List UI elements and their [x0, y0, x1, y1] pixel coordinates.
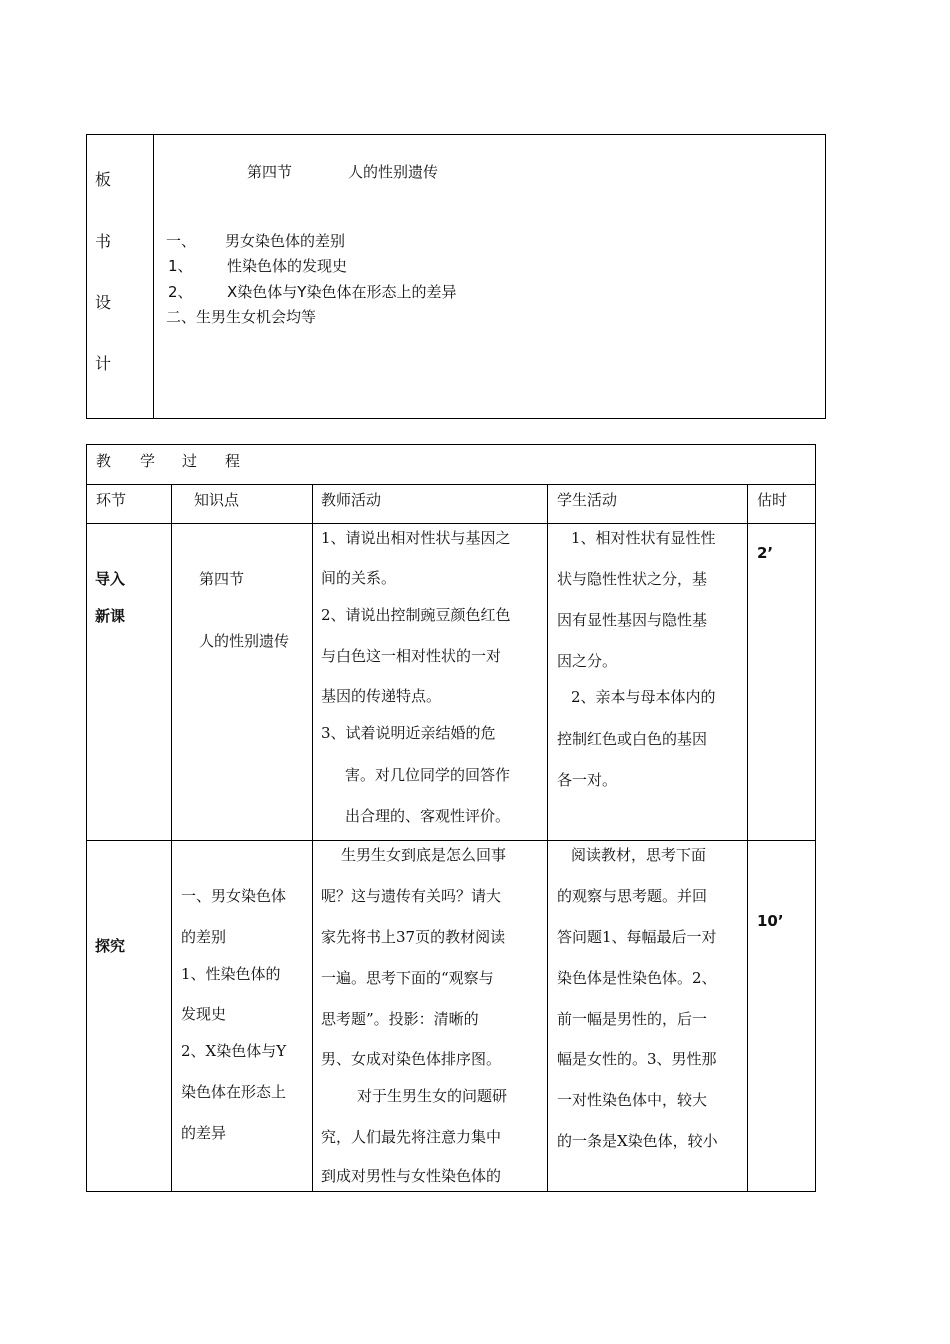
row2-student-line-7: 一对性染色体中，较大 — [557, 1091, 708, 1109]
process-title-char-2: 学 — [140, 452, 156, 470]
row2-knowledge-line-1: 一、男女染色体 — [181, 887, 287, 905]
process-title-char-1: 教 — [96, 452, 112, 470]
row2-knowledge-line-5: 2、X染色体与Y — [181, 1042, 287, 1060]
row2-student-line-4: 染色体是性染色体。2、 — [557, 969, 717, 987]
row1-student-line-7: 各一对。 — [557, 771, 618, 789]
row1-teacher-line-5: 基因的传递特点。 — [321, 687, 442, 705]
outline-num-1: 一、 — [166, 232, 197, 250]
row1-student-line-3: 因有显性基因与隐性基 — [557, 611, 708, 629]
row2-teacher-line-2: 呢？这与遗传有关吗？请大 — [321, 887, 502, 905]
row2-time: 10’ — [757, 912, 784, 930]
row1-student-line-4: 因之分。 — [557, 652, 618, 670]
outline-num-2: 1、 — [168, 257, 193, 275]
header-stage: 环节 — [96, 491, 127, 509]
row2-knowledge-line-2: 的差别 — [181, 928, 227, 946]
row1-teacher-line-2: 间的关系。 — [321, 569, 397, 587]
outline-text-1: 男女染色体的差别 — [225, 232, 346, 250]
board-label-char-2: 书 — [95, 232, 112, 251]
row1-teacher-line-6: 3、试着说明近亲结婚的危 — [321, 724, 496, 742]
process-title-char-4: 程 — [225, 452, 241, 470]
board-label-char-4: 计 — [95, 354, 112, 373]
row1-teacher-line-4: 与白色这一相对性状的一对 — [321, 647, 502, 665]
outline-text-2: 性染色体的发现史 — [227, 257, 348, 275]
row2-student-line-3: 答问题1、每幅最后一对 — [557, 928, 717, 946]
process-title-char-3: 过 — [182, 452, 198, 470]
row2-teacher-line-6: 男、女成对染色体排序图。 — [321, 1050, 502, 1068]
row1-time: 2’ — [757, 544, 774, 562]
board-title-section: 第四节 — [247, 163, 293, 181]
board-label-char-1: 板 — [95, 170, 112, 189]
board-title-text: 人的性别遗传 — [348, 163, 439, 181]
row2-student-line-1: 阅读教材，思考下面 — [571, 846, 707, 864]
outline-text-4: 二、生男生女机会均等 — [166, 308, 317, 326]
header-knowledge: 知识点 — [194, 491, 240, 509]
row2-teacher-line-4: 一遍。思考下面的“观察与 — [321, 969, 494, 987]
row1-teacher-line-1: 1、请说出相对性状与基因之 — [321, 529, 511, 547]
row1-student-line-5: 2、亲本与母本体内的 — [571, 688, 716, 706]
row1-student-line-2: 状与隐性性状之分，基 — [557, 570, 708, 588]
row2-teacher-line-3: 家先将书上37页的教材阅读 — [321, 928, 506, 946]
row1-teacher-line-7: 害。对几位同学的回答作 — [345, 766, 511, 784]
row1-teacher-line-8: 出合理的、客观性评价。 — [345, 807, 511, 825]
header-student: 学生活动 — [557, 491, 618, 509]
row2-student-line-2: 的观察与思考题。并回 — [557, 887, 708, 905]
row2-knowledge-line-6: 染色体在形态上 — [181, 1083, 287, 1101]
row2-knowledge-line-7: 的差异 — [181, 1124, 227, 1142]
outline-text-3: X染色体与Y染色体在形态上的差异 — [227, 283, 457, 301]
row1-stage-line-1: 导入 — [95, 570, 126, 588]
row1-teacher-line-3: 2、请说出控制豌豆颜色红色 — [321, 606, 511, 624]
row1-student-line-1: 1、相对性状有显性性 — [571, 529, 716, 547]
row2-knowledge-line-4: 发现史 — [181, 1005, 227, 1023]
row2-teacher-line-7: 对于生男生女的问题研 — [357, 1087, 508, 1105]
row2-student-line-8: 的一条是X染色体，较小 — [557, 1132, 718, 1150]
row2-stage-line-1: 探究 — [95, 937, 126, 955]
row2-student-line-6: 幅是女性的。3、男性那 — [557, 1050, 717, 1068]
row2-knowledge-line-3: 1、性染色体的 — [181, 965, 281, 983]
row2-teacher-line-5: 思考题”。投影：清晰的 — [321, 1010, 479, 1028]
row2-student-line-5: 前一幅是男性的，后一 — [557, 1010, 708, 1028]
row2-teacher-line-8: 究，人们最先将注意力集中 — [321, 1128, 502, 1146]
row1-student-line-6: 控制红色或白色的基因 — [557, 730, 708, 748]
row2-teacher-line-9: 到成对男性与女性染色体的 — [321, 1167, 502, 1185]
header-time: 估时 — [757, 491, 788, 509]
row1-knowledge-line-1: 第四节 — [199, 570, 245, 588]
header-teacher: 教师活动 — [321, 491, 382, 509]
row1-stage-line-2: 新课 — [95, 607, 126, 625]
outline-num-3: 2、 — [168, 283, 193, 301]
row1-knowledge-line-2: 人的性别遗传 — [199, 632, 290, 650]
board-label-char-3: 设 — [95, 293, 112, 312]
row2-teacher-line-1: 生男生女到底是怎么回事 — [341, 846, 507, 864]
